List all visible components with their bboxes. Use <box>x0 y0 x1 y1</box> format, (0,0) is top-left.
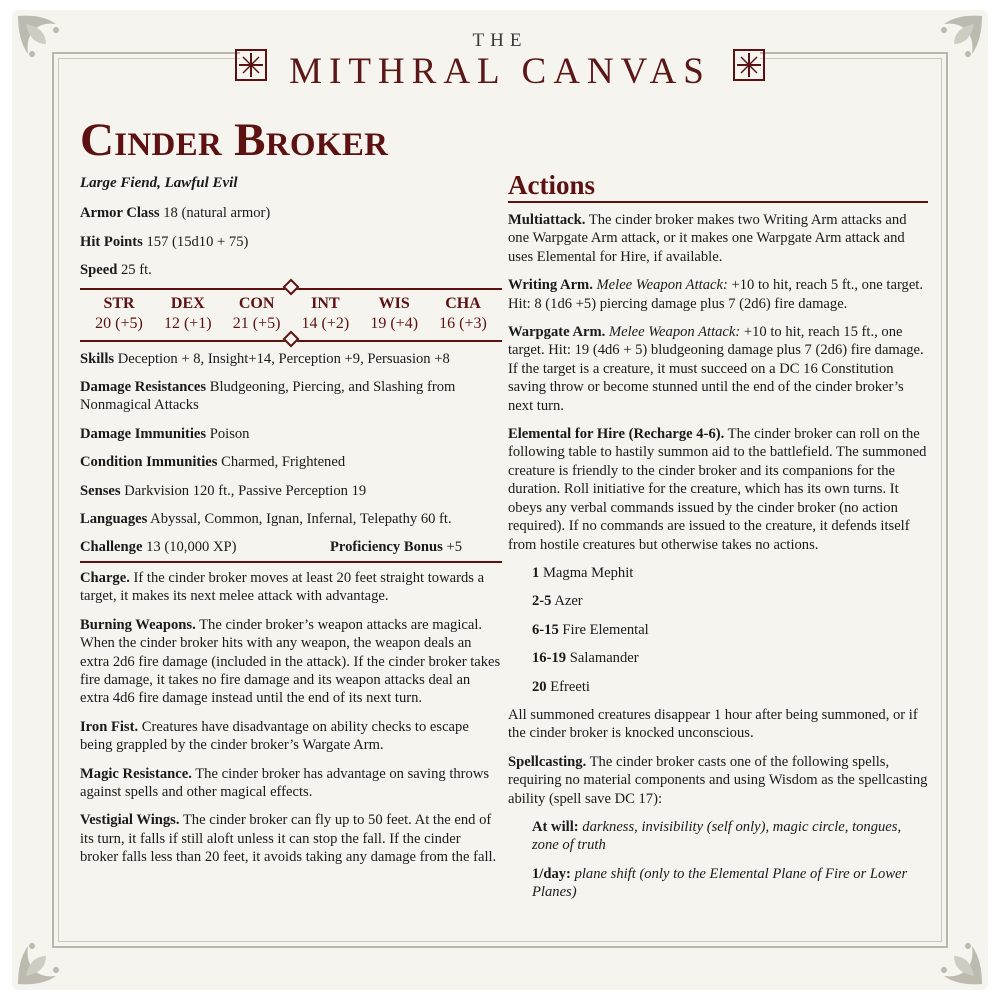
brand-name: MITHRAL CANVAS <box>289 51 711 92</box>
speed-label: Speed <box>80 262 118 279</box>
right-column <box>508 170 928 912</box>
brand-header <box>12 10 988 102</box>
summon-roll: 6-15 <box>532 621 559 638</box>
action-elemental-for-hire <box>508 425 928 554</box>
action-warpgate-arm <box>508 323 928 415</box>
spell-names: darkness, invisibility (self only), magic circle, tongues, zone of truth <box>532 818 902 854</box>
challenge-row <box>80 538 502 556</box>
senses-value: Darkvision 120 ft., Passive Perception 19 <box>124 482 367 499</box>
speed-line <box>80 261 502 279</box>
speed-value: 25 ft. <box>120 262 152 279</box>
action-name: Writing Arm. <box>508 277 593 294</box>
trait-vestigial-wings <box>80 811 502 866</box>
ability-value: 19 (+4) <box>370 314 419 332</box>
trait-name: Burning Weapons. <box>80 616 196 633</box>
senses-label: Senses <box>80 482 121 499</box>
summon-creature: Magma Mephit <box>542 564 634 581</box>
summon-table-row <box>532 678 928 696</box>
hit-points-line <box>80 233 502 251</box>
trait-text: The cinder broker’s weapon attacks are magical. When the cinder broker hits with any weapon, the weapon deals an extra 2d6 fire damage (included in the attack). If the cinder broker takes fire damage, it takes no fire damage and its weapon attacks deal an extra 4d6 fire damage instead until the end of its next turn. <box>80 616 501 707</box>
trait-name: Vestigial Wings. <box>80 812 180 829</box>
action-text: The cinder broker makes two Writing Arm attacks and one Warpgate Arm attack, or it makes one Warpgate Arm attack and uses Elemental for Hire, if available. <box>508 212 907 265</box>
ability-abbr: INT <box>311 294 340 312</box>
action-spellcasting <box>508 753 928 808</box>
corner-ornament-icon <box>12 920 82 990</box>
ability-dex <box>159 294 217 334</box>
action-name: Multiattack. <box>508 212 586 228</box>
ability-value: 12 (+1) <box>163 314 212 332</box>
action-name: Warpgate Arm. <box>508 324 606 341</box>
attack-type: Melee Weapon Attack: <box>608 324 741 341</box>
ability-abbr: DEX <box>170 294 205 312</box>
condition-immunities-line <box>80 453 502 471</box>
action-text: The cinder broker casts one of the following spells, requiring no material components and using Wisdom as the spellcasting ability (spell save DC 17): <box>508 753 928 807</box>
damage-resistances-line <box>80 378 502 415</box>
summon-roll: 20 <box>532 678 547 695</box>
action-name: Elemental for Hire (Recharge 4-6). <box>508 426 725 443</box>
summon-table-row <box>532 621 928 639</box>
condition-immunities-label: Condition Immunities <box>80 454 218 471</box>
trait-name: Charge. <box>80 569 130 586</box>
damage-immunities-line <box>80 425 502 443</box>
trait-iron-fist <box>80 718 502 755</box>
proficiency-value: +5 <box>446 539 462 556</box>
action-name: Spellcasting. <box>508 753 587 770</box>
left-column <box>80 114 502 877</box>
condition-immunities-value: Charmed, Frightened <box>221 454 346 471</box>
stat-block-page <box>12 10 988 990</box>
action-writing-arm <box>508 276 928 313</box>
ability-abbr: STR <box>103 294 135 312</box>
action-text: +10 to hit, reach 15 ft., one target. Hit: 19 (4d6 + 5) bludgeoning damage plus 7 (2d6) fire damage. If the target is a creature, it must succeed on a DC 16 Constitution saving throw or become stunned until the end of the cinder broker’s next turn. <box>508 324 924 414</box>
proficiency-label: Proficiency Bonus <box>329 539 443 556</box>
spell-list-per-day <box>532 865 928 902</box>
ability-abbr: CON <box>238 294 275 312</box>
creature-name: Cinder Broker <box>80 114 389 166</box>
ability-con <box>228 294 286 334</box>
action-multiattack <box>508 211 928 266</box>
languages-value: Abyssal, Common, Ignan, Infernal, Telepathy 60 ft. <box>150 511 452 528</box>
damage-resistances-label: Damage Resistances <box>80 379 207 396</box>
divider-rule <box>80 561 502 563</box>
ability-str <box>90 294 148 334</box>
summon-creature: Efreeti <box>550 678 590 695</box>
ability-value: 21 (+5) <box>232 314 281 332</box>
challenge-line <box>80 538 237 556</box>
languages-label: Languages <box>80 511 148 528</box>
senses-line <box>80 482 502 500</box>
languages-line <box>80 510 502 528</box>
trait-charge <box>80 569 502 606</box>
skills-value: Deception + 8, Insight+14, Perception +9, Persuasion +8 <box>117 350 450 367</box>
damage-immunities-value: Poison <box>209 425 250 442</box>
damage-resistances-value: Bludgeoning, Piercing, and Slashing from Nonmagical Attacks <box>80 379 456 414</box>
armor-class-label: Armor Class <box>80 205 160 222</box>
proficiency-line <box>330 538 462 556</box>
skills-line <box>80 350 502 368</box>
summon-roll: 2-5 <box>532 593 552 610</box>
damage-immunities-label: Damage Immunities <box>80 425 207 442</box>
trait-magic-resistance <box>80 765 502 802</box>
summon-creature: Fire Elemental <box>562 621 649 638</box>
ability-wis <box>365 294 423 334</box>
divider-rule <box>80 288 502 290</box>
trait-text: Creatures have disadvantage on ability checks to escape being grappled by the cinder broker’s Wargate Arm. <box>80 718 469 754</box>
brand-the: THE <box>472 30 528 51</box>
summon-table-row <box>532 649 928 667</box>
trait-name: Iron Fist. <box>80 718 139 735</box>
action-text: The cinder broker can roll on the following table to hastily summon aid to the battlefield. The summoned creature is friendly to the cinder broker and its companions for the duration. Roll initiative for the creature, which has its own turns. It obeys any verbal commands issued by the cinder broker (no action required). If no commands are issued to the creature, it defends itself from hostile creatures but otherwise takes no actions. <box>508 426 927 553</box>
summon-note: All summoned creatures disappear 1 hour after being summoned, or if the cinder broker is knocked unconscious. <box>508 706 918 742</box>
hit-points-value: 157 (15d10 + 75) <box>146 233 249 250</box>
trait-name: Magic Resistance. <box>80 765 192 782</box>
spell-frequency: 1/day: <box>532 865 571 882</box>
ability-abbr: WIS <box>378 294 410 312</box>
spell-frequency: At will: <box>532 818 579 835</box>
hit-points-label: Hit Points <box>80 233 143 250</box>
creature-type: Large Fiend, Lawful Evil <box>80 175 238 191</box>
armor-class-line <box>80 204 502 222</box>
attack-type: Melee Weapon Attack: <box>596 277 728 294</box>
challenge-label: Challenge <box>80 539 143 556</box>
divider-rule <box>80 340 502 342</box>
trait-text: If the cinder broker moves at least 20 feet straight towards a target, it makes its next melee attack with advantage. <box>80 569 485 605</box>
corner-ornament-icon <box>918 920 988 990</box>
trait-text: The cinder broker has advantage on saving throws against spells and other magical effects. <box>80 765 490 800</box>
actions-heading: Actions <box>508 170 928 203</box>
ability-value: 16 (+3) <box>439 314 487 332</box>
ability-value: 14 (+2) <box>301 314 350 332</box>
spell-list-at-will <box>532 818 928 855</box>
armor-class-value: 18 (natural armor) <box>163 205 271 222</box>
summon-table-row <box>532 564 928 582</box>
ability-cha <box>434 294 492 334</box>
trait-burning-weapons <box>80 616 502 708</box>
summon-creature: Salamander <box>569 650 639 667</box>
spell-names: plane shift (only to the Elemental Plane of Fire or Lower Planes) <box>532 865 908 901</box>
trait-text: The cinder broker can fly up to 50 feet. At the end of its turn, it falls if still aloft unless it can stop the fall. If the cinder broker falls less than 20 feet, it avoids taking any damage from the fall. <box>80 812 497 866</box>
ability-abbr: CHA <box>445 294 481 312</box>
summon-table-row <box>532 592 928 610</box>
summon-roll: 16-19 <box>532 650 567 667</box>
ability-value: 20 (+5) <box>95 314 143 332</box>
action-text: +10 to hit, reach 5 ft., one target. Hit: 8 (1d6 +5) piercing damage plus 7 (2d6) fire damage. <box>508 277 924 312</box>
summon-creature: Azer <box>554 593 583 610</box>
challenge-value: 13 (10,000 XP) <box>146 539 237 556</box>
ability-int <box>296 294 354 334</box>
skills-label: Skills <box>80 350 115 367</box>
summon-roll: 1 <box>532 564 540 581</box>
